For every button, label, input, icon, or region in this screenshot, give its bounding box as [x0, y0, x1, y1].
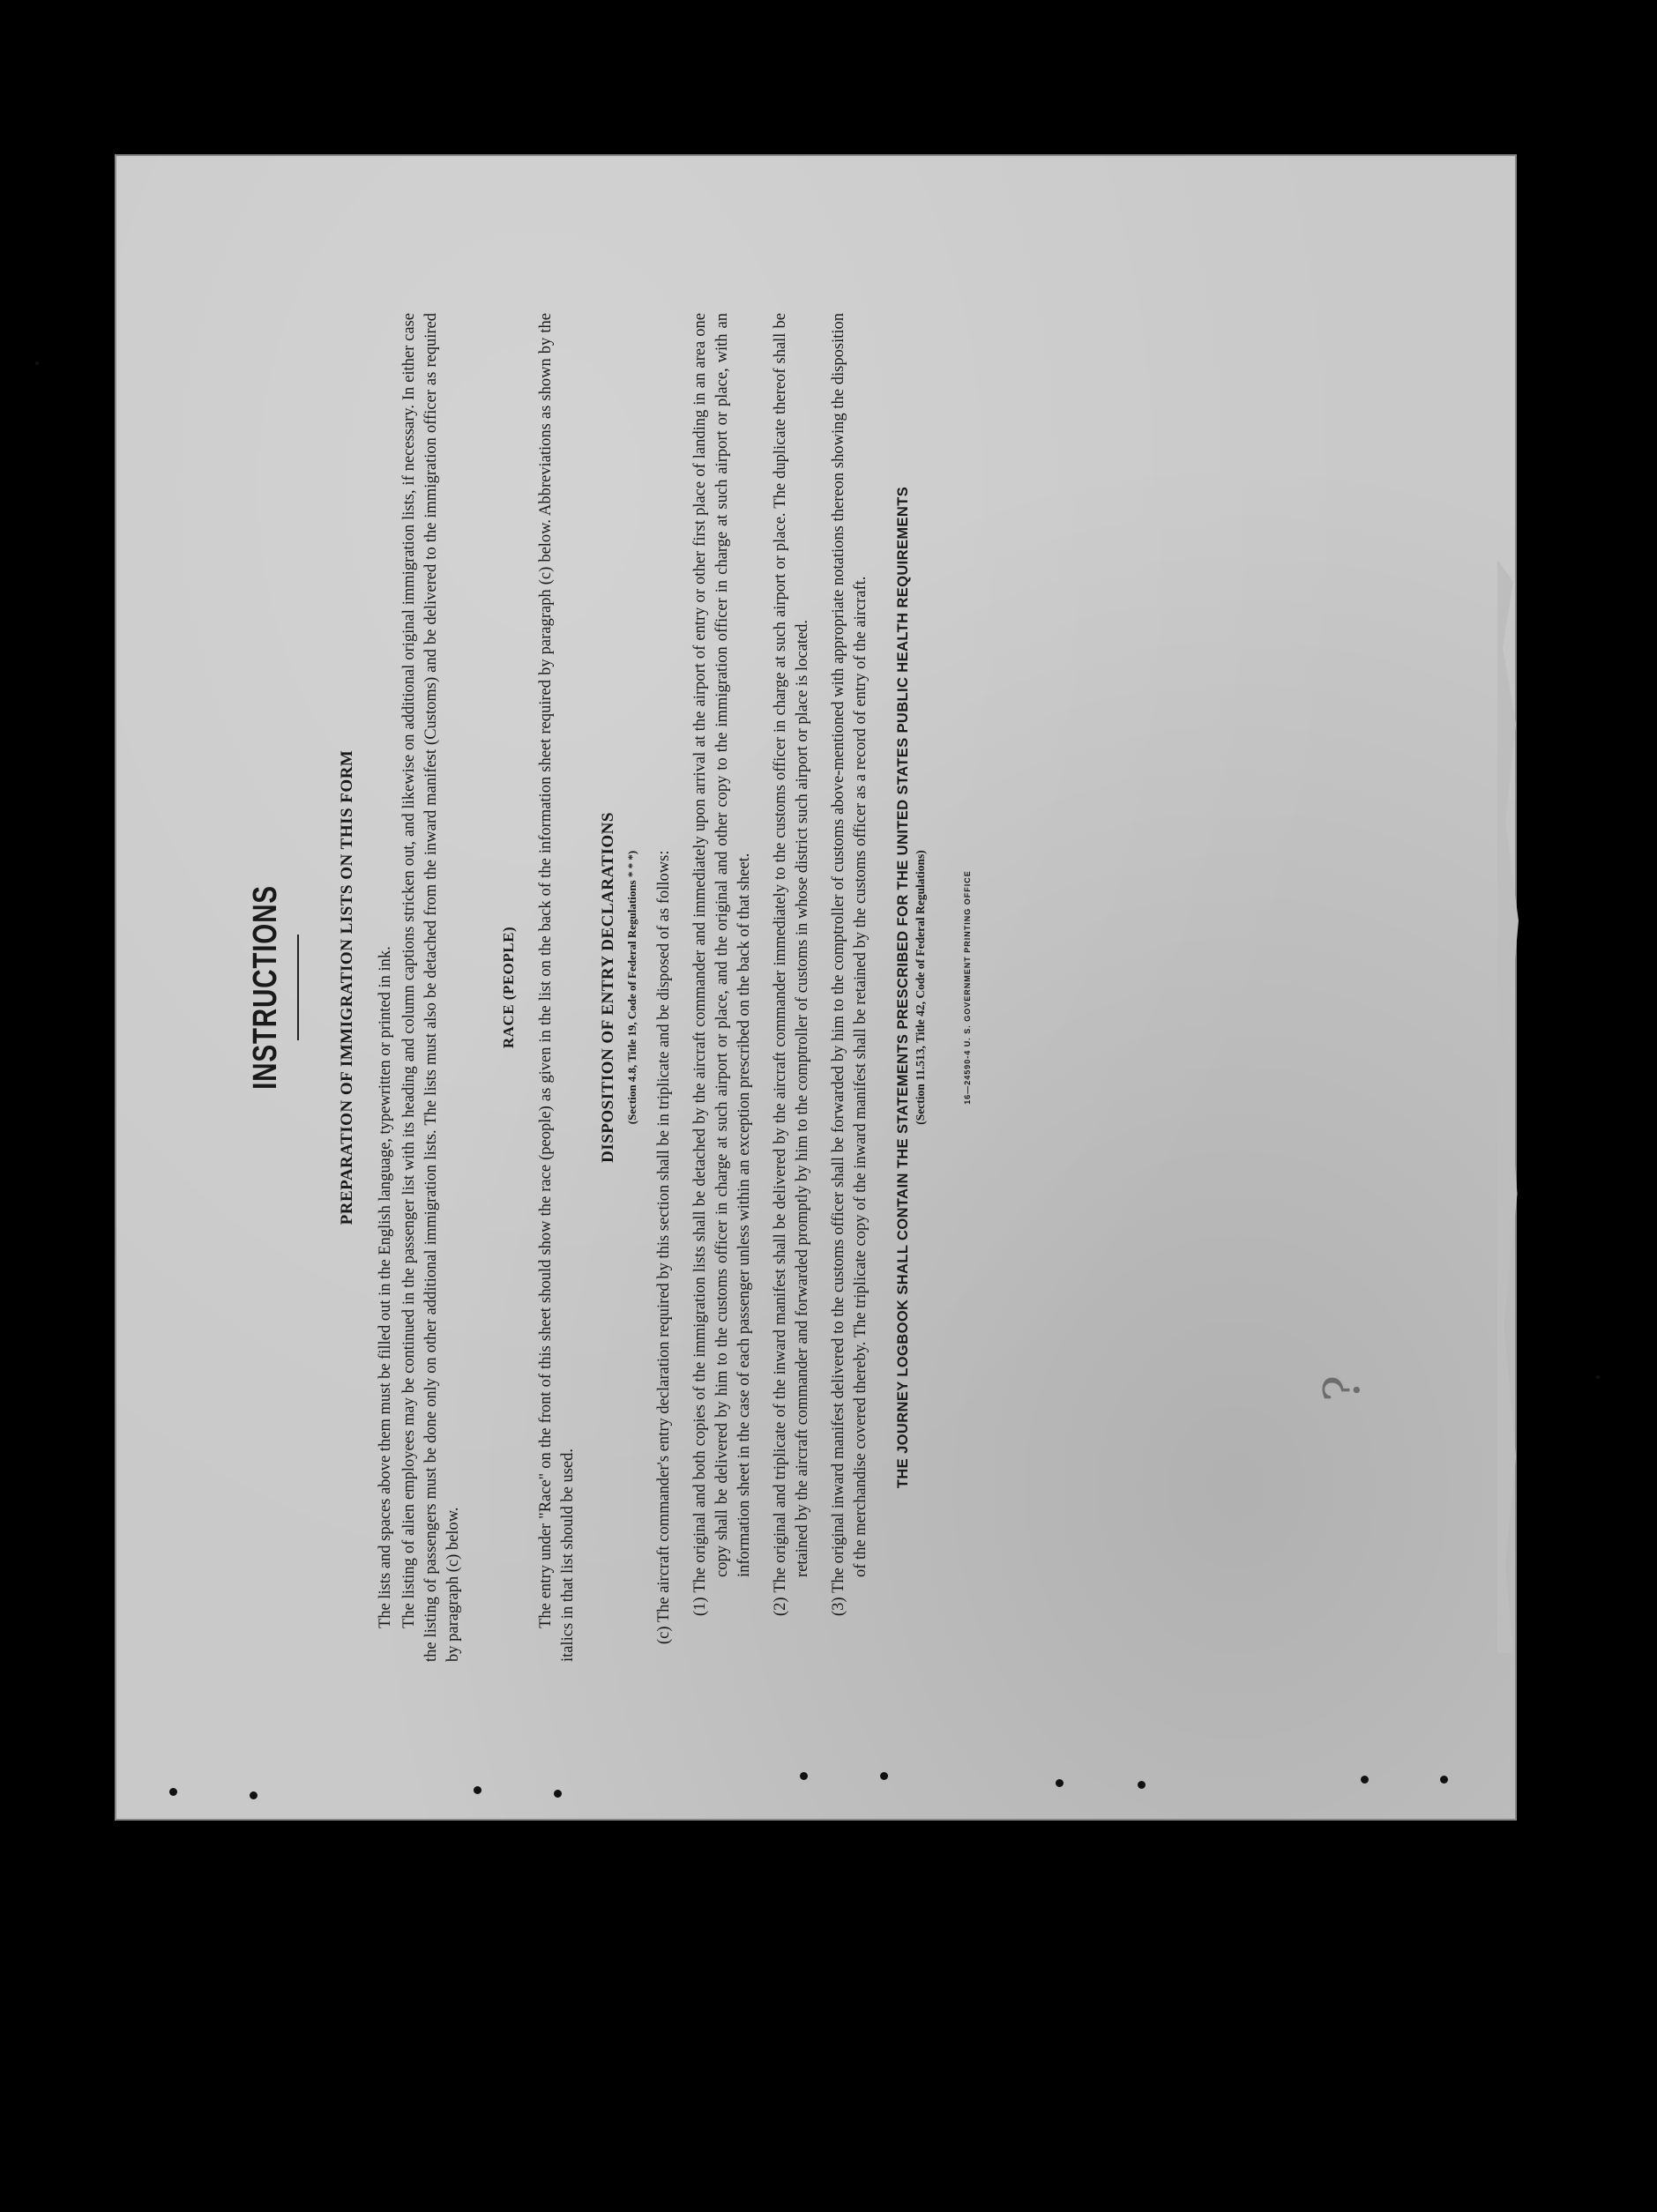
paragraph-c: (c) The aircraft commander's entry declaration required by this section shall be in triplicate and be disposed of as follows: — [655, 850, 673, 1644]
section-heading-race: RACE (PEOPLE) — [500, 926, 517, 1049]
paragraph: The entry under "Race" on the front of this sheet should show the race (people) as given in the list on the back of the information sheet required by paragraph (c) below. Abbreviations as shown by the italics in that list should be used. — [537, 313, 577, 1662]
footer-citation: (Section 11.513, Title 42, Code of Federal Regulations) — [914, 850, 927, 1125]
document-title: INSTRUCTIONS — [247, 885, 284, 1090]
list-item: (3) The original inward manifest delivered to the customs officer shall be forwarded by him to the comptroller of customs above-mentioned with appropriate notations thereon showing the disposition of the merchandise covered thereby. The triplicate copy of the inward manifest shall be retained by the customs officer as a record of entry of the aircraft. — [830, 313, 870, 1616]
rotated-page-frame — [115, 154, 1517, 1821]
section-citation: (Section 4.8, Title 19, Code of Federal Regulations * * *) — [625, 850, 638, 1125]
paragraph: The lists and spaces above them must be filled out in the English language, typewritten or printed in ink. — [377, 946, 394, 1628]
document-body — [247, 313, 972, 1662]
list-item: (1) The original and both copies of the immigration lists shall be detached by the aircraft commander and immediately upon arrival at the airport of entry or other first place of landing in an area one copy shall be delivered by him to the customs officer in charge at such airport or place, and the original and other copy to the immigration officer in charge at such airport or place, with an information sheet in the case of each passenger unless within an exception prescribed on the back of that sheet. — [691, 313, 753, 1616]
section-heading-preparation: PREPARATION OF IMMIGRATION LISTS ON THIS FORM — [338, 749, 356, 1225]
printer-imprint: 16—24590-4 U. S. GOVERNMENT PRINTING OFFICE — [963, 870, 972, 1105]
section-heading-disposition: DISPOSITION OF ENTRY DECLARATIONS — [599, 812, 617, 1163]
title-underline — [297, 935, 299, 1040]
list-item: (2) The original and triplicate of the inward manifest shall be delivered by the aircraft commander immediately to the customs officer in charge at such airport or place. The duplicate thereof shall be retained by the aircraft commander and forwarded promptly by him to the comptroller of customs in whose district such airport or place is located. — [772, 313, 811, 1616]
rotated-document — [115, 154, 1517, 1821]
footer-statement: THE JOURNEY LOGBOOK SHALL CONTAIN THE STATEMENTS PRESCRIBED FOR THE UNITED STATES PUBLIC HEALTH REQUIREMENTS — [895, 486, 911, 1489]
dust-speck — [35, 361, 39, 365]
paragraph: The listing of alien employees may be continued in the passenger list with its heading and column captions stricken out, and likewise on additional original immigration lists, if necessary. In either case the listing of passengers must be done only on other additional immigration lists. The lists must also be detached from the inward manifest (Customs) and be delivered to the immigration officer as required by paragraph (c) below. — [400, 313, 462, 1662]
dust-speck — [1596, 1375, 1600, 1379]
handwritten-mark: ? — [1314, 1374, 1371, 1402]
